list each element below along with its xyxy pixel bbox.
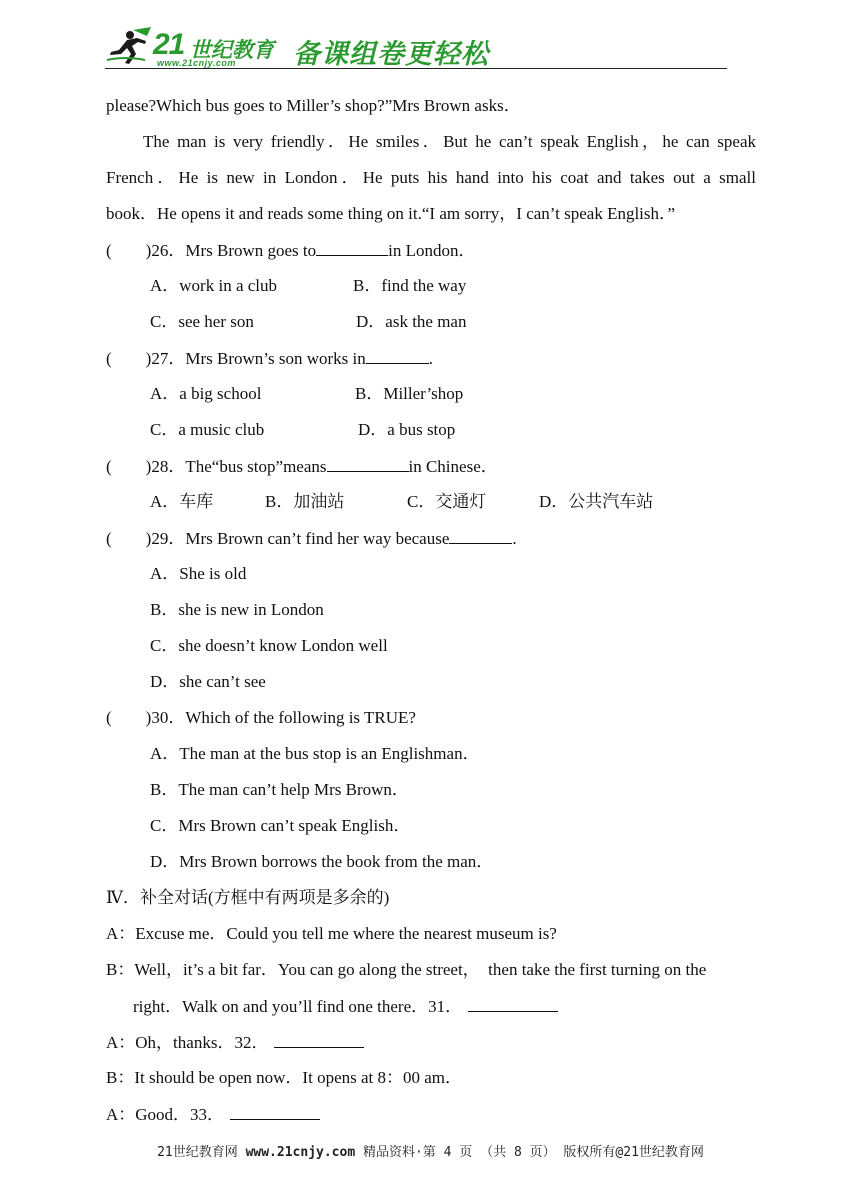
answer-paren-close: ) — [145, 708, 152, 727]
dialogue-line — [133, 996, 558, 1017]
logo-url: www.21cnjy.com — [157, 58, 236, 68]
answer-paren-open: ( — [106, 241, 112, 260]
fill-blank[interactable] — [327, 456, 409, 472]
answer-paren-close: ) — [145, 349, 152, 368]
answer-paren-open: ( — [106, 708, 112, 727]
page-footer — [0, 1141, 861, 1160]
question-stem: 27．Mrs Brown’s son works in — [151, 349, 366, 368]
footer-suffix: 精品资料·第 4 页 （共 8 页） 版权所有@21世纪教育网 — [355, 1145, 704, 1160]
logo-chinese: 世纪教育 — [190, 38, 274, 62]
question-stem: 28．The“bus stop”means — [151, 457, 327, 476]
option-d: D．Mrs Brown borrows the book from the man． — [150, 852, 494, 871]
dialogue-line: B：It should be open now．It opens at 8：00 am． — [106, 1068, 463, 1087]
answer-paren-open: ( — [106, 349, 112, 368]
option-c: C．a music club — [150, 420, 265, 439]
question-after: in London． — [388, 241, 476, 260]
passage-line: The man is very friendly．He smiles．But he can’t speak English，he can speak — [143, 132, 756, 151]
fill-blank[interactable] — [316, 240, 388, 256]
question-after: . — [512, 529, 517, 548]
option-a: A．She is old — [150, 564, 247, 583]
header-divider — [105, 68, 727, 69]
option-b: B．Miller’shop — [355, 384, 464, 403]
section-title: Ⅳ．补全对话(方框中有两项是多余的) — [106, 888, 390, 907]
footer-site-link[interactable]: www.21cnjy.com — [245, 1145, 356, 1160]
fill-blank[interactable] — [366, 348, 429, 364]
answer-paren-close: ) — [145, 457, 152, 476]
option-a: A．work in a club — [150, 276, 278, 295]
fill-blank-33[interactable] — [230, 1104, 320, 1120]
question-29 — [106, 528, 517, 549]
logo-number: 21 — [153, 28, 185, 61]
option-b: B．加油站 — [265, 492, 345, 511]
option-c: C．Mrs Brown can’t speak English． — [150, 816, 411, 835]
header-slogan: 备课组卷更轻松 — [293, 39, 489, 70]
fill-blank-32[interactable] — [274, 1032, 364, 1048]
fill-blank-31[interactable] — [468, 996, 558, 1012]
option-a: A．a big school — [150, 384, 262, 403]
fill-blank[interactable] — [449, 528, 512, 544]
dialogue-line: A：Excuse me．Could you tell me where the nearest museum is? — [106, 924, 557, 943]
question-28 — [106, 456, 498, 477]
option-d: D．a bus stop — [358, 420, 456, 439]
option-b: B．The man can’t help Mrs Brown． — [150, 780, 409, 799]
answer-paren-close: ) — [145, 529, 152, 548]
passage-line: please?Which bus goes to Miller’s shop?”Mrs Brown asks． — [106, 96, 521, 115]
dialogue-line: B：Well，it’s a bit far．You can go along the street， then take the first turning on the — [106, 960, 707, 979]
question-stem: 29．Mrs Brown can’t find her way because — [151, 529, 450, 548]
option-b: B．she is new in London — [150, 600, 324, 619]
passage-line: book．He opens it and reads some thing on it.“I am sorry，I can’t speak English．” — [106, 204, 676, 223]
question-stem: 26．Mrs Brown goes to — [151, 241, 317, 260]
question-stem: 30．Which of the following is TRUE? — [151, 708, 416, 727]
footer-prefix: 21世纪教育网 — [157, 1145, 246, 1160]
option-c: C．交通灯 — [407, 492, 487, 511]
option-a: A．车库 — [150, 492, 214, 511]
answer-paren-close: ) — [145, 241, 152, 260]
question-after: . — [428, 349, 433, 368]
option-d: D．ask the man — [356, 312, 467, 331]
dialogue-line — [106, 1104, 320, 1125]
dialogue-text: A：Oh，thanks．32． — [106, 1033, 269, 1052]
runner-logo-icon — [105, 26, 155, 66]
option-c: C．see her son — [150, 312, 254, 331]
dialogue-line — [106, 1032, 364, 1053]
passage-line: French．He is new in London．He puts his hand into his coat and takes out a small — [106, 168, 756, 187]
question-27 — [106, 348, 433, 369]
dialogue-text: A：Good．33． — [106, 1105, 225, 1124]
answer-paren-open: ( — [106, 457, 112, 476]
option-c: C．she doesn’t know London well — [150, 636, 388, 655]
dialogue-text: right．Walk on and you’ll find one there．31． — [133, 997, 463, 1016]
option-d: D．公共汽车站 — [539, 492, 654, 511]
answer-paren-open: ( — [106, 529, 112, 548]
option-d: D．she can’t see — [150, 672, 266, 691]
page-header — [105, 24, 727, 72]
question-26 — [106, 240, 476, 261]
option-a: A．The man at the bus stop is an Englishman． — [150, 744, 480, 763]
option-b: B．find the way — [353, 276, 467, 295]
question-30 — [106, 708, 416, 728]
question-after: in Chinese． — [408, 457, 498, 476]
